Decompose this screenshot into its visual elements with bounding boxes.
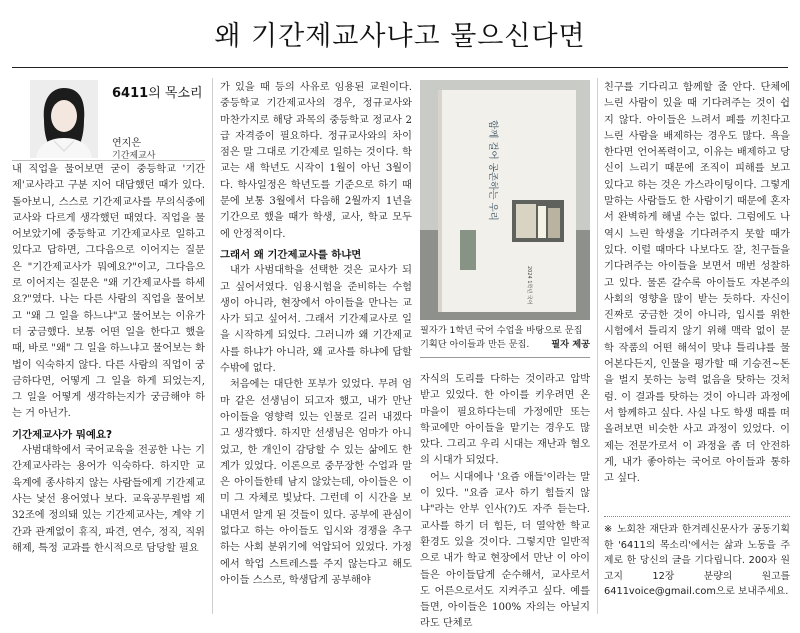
series-header <box>12 80 205 160</box>
author-role: 기간제교사 <box>112 151 156 161</box>
series-number: 6411 <box>112 86 149 101</box>
book-title: 함께 걸어 공존하는 우리 <box>487 120 498 221</box>
paragraph: 자식의 도리를 다하는 것이라고 압박받고 있었다. 한 아이를 키우려면 온 마을이 필요하다는데 가정에만 또는 학교에만 아이들을 맡기는 경우도 많았다. 그리고 우리 시대는 재난과 혐오의 시대가 되었다. <box>420 374 590 467</box>
paragraph: 처음에는 대단한 포부가 있었다. 무려 엄마 같은 선생님이 되고자 했고, 내가 만난 아이들을 영향력 있는 인물로 길러 내겠다고 생각했다. 하지만 선생님은 엄마가 아니었고, 한 개인이 감당할 수 있는 삶에도 한계가 있었다. 이론으로 중무장한 수업과 말은 아이들한테 남지 않았는데, 아이들은 이미 그 자체로 빛났다. 그런데 이 시간을 보내면서 알게 된 것들이 있다. 공부에 관심이 없다고 하는 아이들도 입시와 경쟁을 추구하는 사회 분위기에 억압되어 있었다. 가정에서 학업 스트레스를 주지 않는다고 해도 아이들 스스로, 학생답게 공부해야 <box>220 379 412 586</box>
article-column-3 <box>420 372 590 633</box>
author-photo <box>30 80 98 158</box>
subheading: 기간제교사가 뭐예요? <box>12 428 112 441</box>
paragraph: 내가 사범대학을 선택한 것은 교사가 되고 싶어서였다. 임용시험을 준비하는 수험생이 아니라, 현장에서 아이들을 만나는 교사가 되고 싶어서. 그래서 기간제교사로 일을 시작하게 되었다. 그러니까 왜 기간제교사를 하냐가 아니라, 왜 교사를 하냐에 답할 수밖에 없다. <box>220 265 412 375</box>
headline-rule <box>12 67 788 68</box>
author-portrait-icon <box>30 80 98 158</box>
caption-rule <box>420 357 590 358</box>
article-column-4 <box>604 80 790 487</box>
paragraph: 사범대학에서 국어교육을 전공한 나는 기간제교사라는 용어가 익숙하다. 하지만 교육계에 종사하지 않는 사람들에게 기간제교사는 낯선 용어였나 보다. 교육공무원법 제32조에 정의돼 있는 기간제교사는, 계약 기간과 관계없이 휴직, 파견, 연수, 정직, 직위 해제, 특정 교과를 한시적으로 담당할 필요 <box>12 445 205 554</box>
series-title <box>112 82 203 101</box>
book-photo <box>420 80 590 320</box>
author-name: 연지은 <box>112 138 141 149</box>
book-cover-icon <box>420 80 590 320</box>
caption-text: 필자가 1학년 국어 수업을 바탕으로 문집기획단 아이들과 만든 문집. <box>420 325 583 350</box>
column-divider <box>597 78 598 614</box>
book-footer: 2024 1학년 국어 <box>526 266 532 305</box>
submission-notice: ※ 노회찬 재단과 한겨레신문사가 공동기획한 '6411의 목소리'에서는 삶과 노동을 주제로 한 당신의 글을 기다립니다. 200자 원고지 12장 분량의 원고를 6411voice@gmail.com으로 보내주세요. <box>604 524 790 598</box>
paragraph: 친구를 기다리고 함께할 줄 안다. 단체에 느린 사람이 있을 때 기다려주는 것이 쉽지 않다. 아이들은 느려서 폐를 끼친다고 느린 사람을 배제하는 경우도 많다. 욕을 한다면 언어폭력이고, 이유는 배제하고 당신이 느리기 때문에 조직이 피해를 보고 있다고 하는 것은 가스라이팅이다. 그렇게 말하는 사람들도 한 사람이기 때문에 혼자서 완벽하게 해낼 수는 없다. 그럼에도 나 역시 느린 학생을 기다려주지 못할 때가 있다. 이럴 때마다 나보다도 잘, 친구들을 기다려주는 아이들을 보면서 매번 성찰하고 있다. 물론 갈수록 아이들도 자본주의 사회의 영향을 많이 받는 듯하다. 자신이 진짜로 궁금한 것이 아니라, 입시를 위한 시험에서 틀리지 않기 위해 맥락 없이 문학 작품의 어떤 해석이 맞냐 틀리냐를 물어본다든지, 인물을 평가할 때 기승전~돈을 벌지 못하는 능력 없음을 탓하는 것처럼. 이 결과를 탓하는 것이 아니라 과정에서 함께하고 싶다. 사실 나도 학생 때를 떠올려보면 비슷한 사고 과정이 있었다. 이제는 전문가로서 이 과정을 좀 더 안전하게, 내가 좋아하는 국어로 아이들과 통하고 싶다. <box>604 82 790 485</box>
series-rule <box>12 160 205 161</box>
column-divider <box>212 78 213 614</box>
subheading: 그래서 왜 기간제교사를 하냐면 <box>220 248 362 261</box>
photo-credit: 필자 제공 <box>551 339 590 350</box>
headline: 왜 기간제교사냐고 물으신다면 <box>214 21 586 52</box>
notice-rule <box>604 516 790 517</box>
article-column-1 <box>12 162 205 557</box>
paragraph: 어느 시대에나 '요즘 애들'이라는 말이 있다. "요즘 교사 하기 힘들지 않냐"라는 안부 인사(?)도 자주 듣는다. 교사를 하기 더 힘든, 더 열악한 학교 환경도 있을 것이다. 그렇지만 일반적으로 내가 학교 현장에서 만난 이 아이들은 아이들답게 순수해서, 교사로서도 어른으로서도 지켜주고 싶다. 예를 들면, 아이들은 100% 자의는 아닐지라도 단체로 <box>420 471 590 630</box>
paragraph: 가 있을 때 등의 사유로 임용된 교원이다. 중등학교 기간제교사의 경우, 정규교사와 마찬가지로 해당 과목의 중등학교 정교사 2급 자격증이 필요하다. 정규교사와의 차이점은 말 그대로 기간제로 일하는 것이다. 학교는 새 학년도 시작이 1월이 아닌 3월이다. 학사일정은 학년도를 기준으로 하기 때문에 보통 3월에서 다음해 2월까지 1년을 기간으로 했을 때가 학생, 교사, 학교 모두에 안정적이다. <box>220 82 412 240</box>
series-suffix: 의 목소리 <box>148 86 203 101</box>
paragraph: 내 직업을 물어보면 굳이 중등학교 '기간제'교사라고 구분 지어 대답했던 때가 있다. 돌아보니, 스스로 기간제교사를 무의식중에 교사와 다르게 생각했던 때였다. 직업을 물어보았기에 중등학교 기간제교사로 일하고 있다고 답하면, 그다음으로 이어지는 질문은 "기간제교사가 뭐예요?"이고, 그다음으로 이어지는 질문은 "왜 기간제교사를 하세요?"였다. 나는 다른 사람의 직업을 물어보고 "왜 그 일을 하느냐"고 물어보는 이유가 더 궁금했다. 보통 어떤 일을 한다고 했을 때, 바로 "왜" 그 일을 하느냐고 물어보는 화법이 익숙하지 않다. 다른 사람의 직업이 궁금하다면, 어떻게 그 일을 하게 되었는지, 그 일을 어떻게 생각하는지가 궁금해야 하는 거 아닌가. <box>12 164 205 420</box>
article-column-2 <box>220 80 412 589</box>
photo-caption <box>420 324 590 352</box>
